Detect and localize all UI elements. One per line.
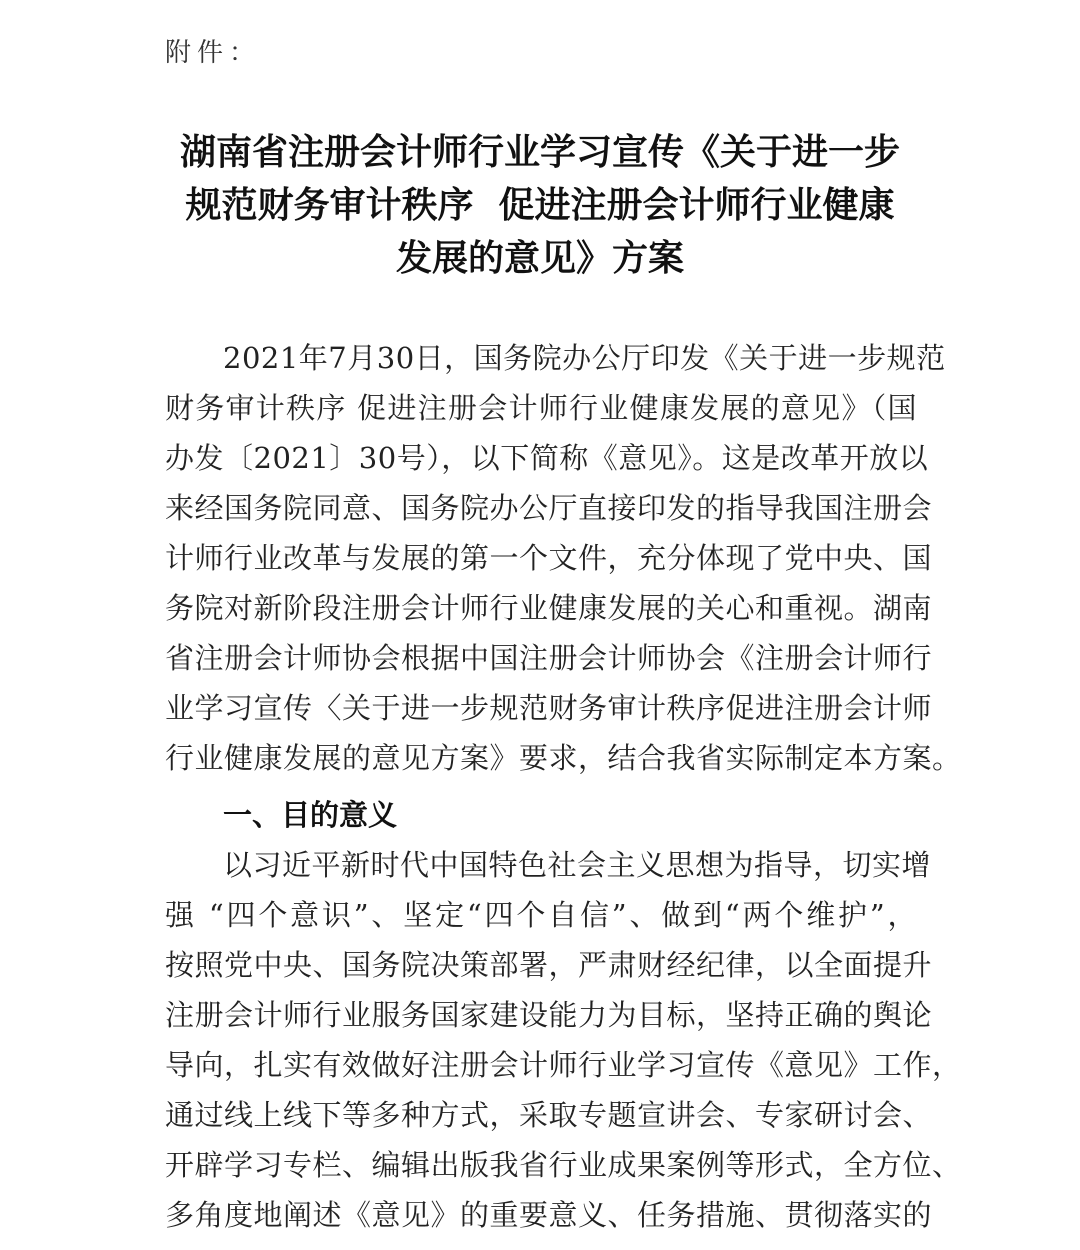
section-heading: 一、目的意义 [223,798,398,832]
paragraph-line: 业学习宣传〈关于进一步规范财务审计秩序促进注册会计师 [165,691,933,725]
paragraph-line: 按照党中央、国务院决策部署，严肃财经纪律，以全面提升 [165,948,933,982]
paragraph-line: 通过线上线下等多种方式，采取专题宣讲会、专家研讨会、 [165,1098,933,1132]
paragraph-line: 财务审计秩序 促进注册会计师行业健康发展的意见》（国 [165,391,917,425]
paragraph-line: 行业健康发展的意见方案》要求，结合我省实际制定本方案。 [165,741,962,775]
paragraph-line: 注册会计师行业服务国家建设能力为目标，坚持正确的舆论 [165,998,933,1032]
paragraph-line: 多角度地阐述《意见》的重要意义、任务措施、贯彻落实的 [165,1198,933,1232]
title-line-2: 规范财务审计秩序 促进注册会计师行业健康 [185,185,895,226]
paragraph-line: 开辟学习专栏、编辑出版我省行业成果案例等形式，全方位、 [165,1148,962,1182]
title-line-1: 湖南省注册会计师行业学习宣传《关于进一步 [179,132,900,173]
paragraph-line: 务院对新阶段注册会计师行业健康发展的关心和重视。湖南 [165,591,933,625]
paragraph-line: 以习近平新时代中国特色社会主义思想为指导，切实增 [223,848,932,882]
paragraph-line: 计师行业改革与发展的第一个文件，充分体现了党中央、国 [165,541,933,575]
paragraph-line: 2021年7月30日，国务院办公厅印发《关于进一步规范 [223,341,946,375]
document-title [120,126,960,285]
paragraph-line: 导向，扎实有效做好注册会计师行业学习宣传《意见》工作， [165,1048,962,1082]
title-line-3: 发展的意见》方案 [395,238,684,279]
paragraph-line: 省注册会计师协会根据中国注册会计师协会《注册会计师行 [165,641,933,675]
paragraph-line: 来经国务院同意、国务院办公厅直接印发的指导我国注册会 [165,491,933,525]
attachment-label: 附件： [165,38,262,68]
paragraph-line: 强 “四个意识”、坚定“四个自信”、做到“两个维护”， [165,898,917,932]
paragraph-line: 办发〔2021〕30号），以下简称《意见》。这是改革开放以 [165,441,929,475]
